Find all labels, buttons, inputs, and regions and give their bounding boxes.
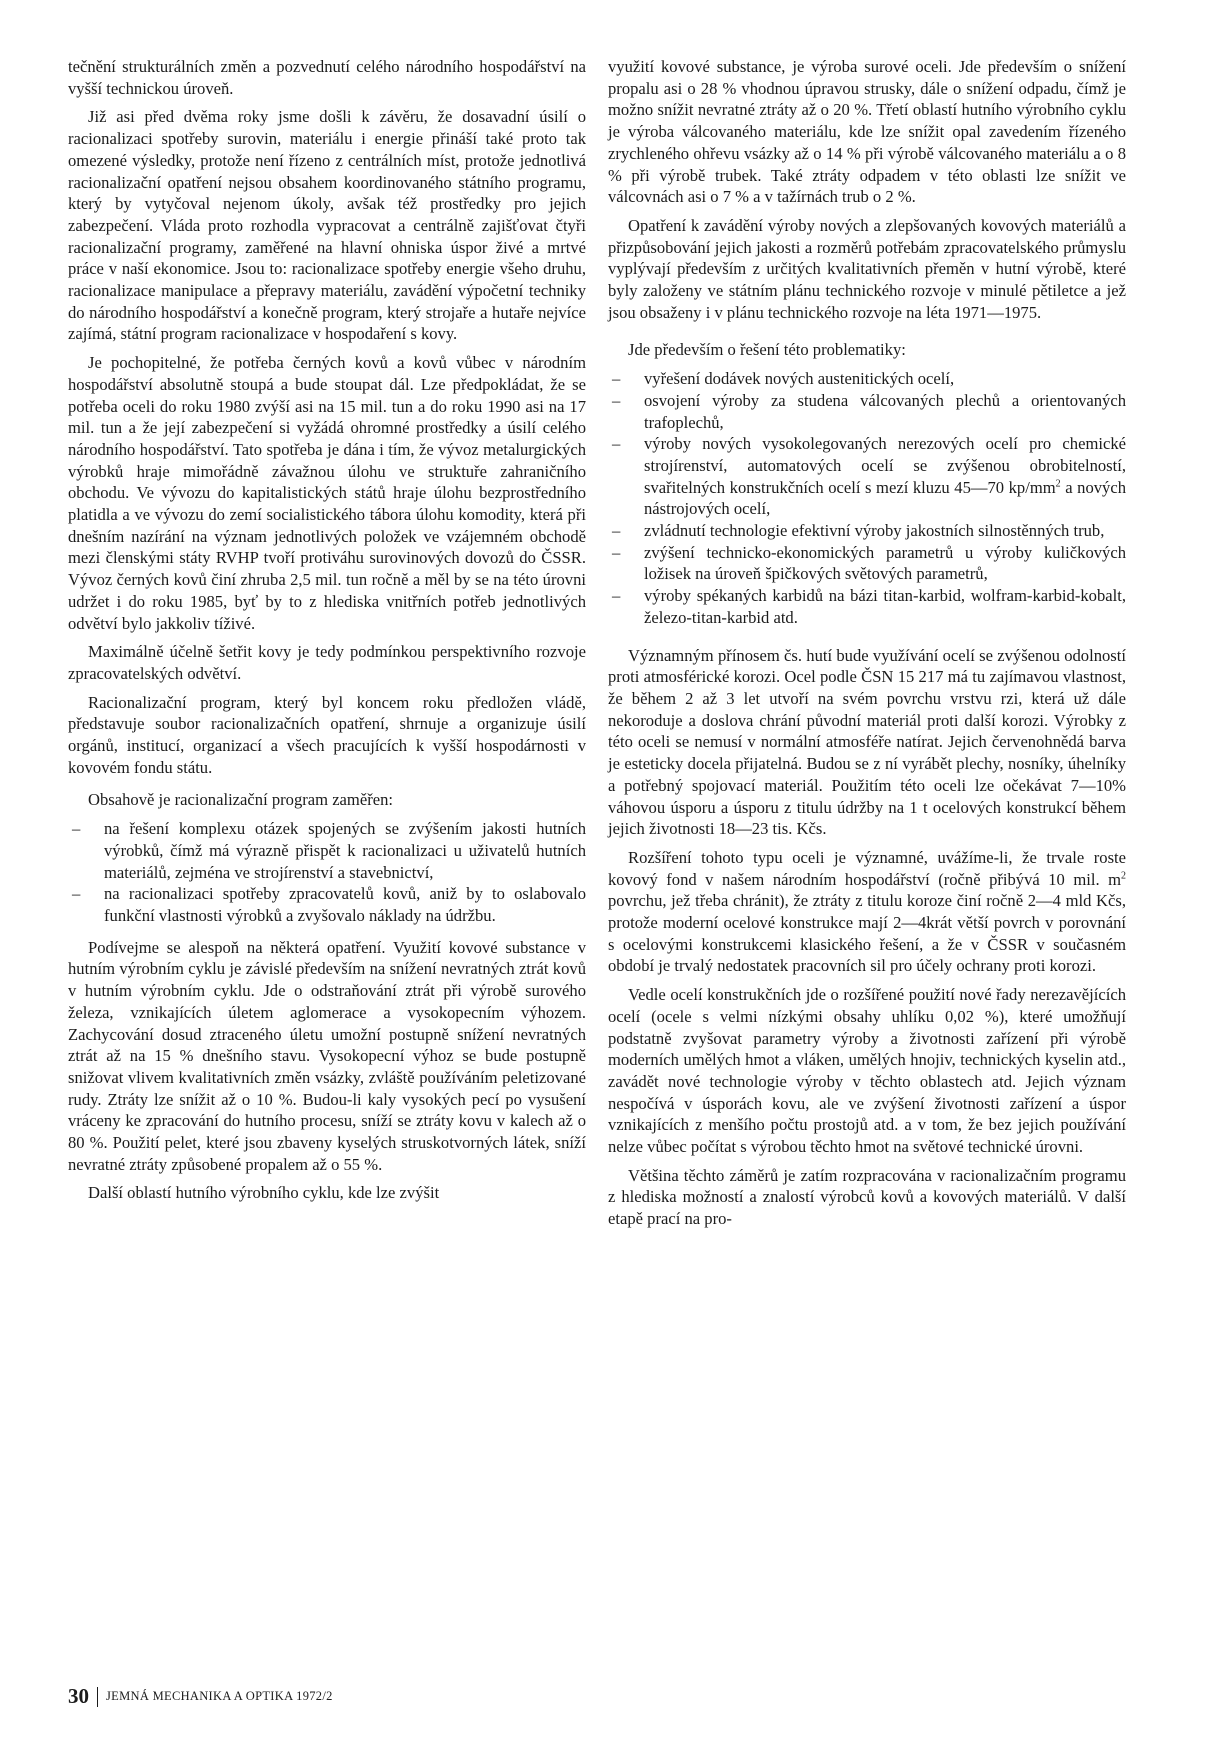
list-item: – zvýšení technicko-ekonomických parametrů u výroby kuličkových ložisek na úroveň špičkových světových parametrů, — [608, 542, 1126, 585]
page-footer — [68, 1684, 333, 1709]
page-number: 30 — [68, 1684, 89, 1708]
paragraph: Opatření k zavádění výroby nových a zlepšovaných kovových materiálů a přizpůsobování jejich jakosti a rozměrů potřebám zpracovatelského průmyslu vyplývají především z určitých kvalitativních přeměn v hutní výrobě, které byly založeny ve státním plánu technického rozvoje v minulé pětiletce a jež jsou obsaženy i v plánu technického rozvoje na léta 1971—1975. — [608, 215, 1126, 322]
paragraph: Již asi před dvěma roky jsme došli k závěru, že dosavadní úsilí o racionalizaci spotřeby surovin, materiálu i energie přináší také proto tak omezené výsledky, protože není řízeno z centrálních míst, protože jednotlivá racionalizační opatření nejsou obsahem koordinovaného státního programu, který by vytyčoval nejenom úkoly, avšak též prostředky pro jejich zabezpečení. Vláda proto rozhodla vypracovat a centrálně zajišťovat čtyři racionalizační programy, zaměřené na hlavní ohniska úspor živé a mrtvé práce v naší ekonomice. Jsou to: racionalizace spotřeby energie všeho druhu, racionalizace manipulace a přepravy materiálu, zavádění výpočetní techniky do národního hospodářství a konečně program, který strojaře a hutaře nejvíce zajímá, státní program racionalizace v hospodaření s kovy. — [68, 107, 586, 344]
dash-list — [68, 818, 586, 927]
dash-list — [608, 368, 1126, 628]
list-item: – výroby spékaných karbidů na bázi titan-karbid, wolfram-karbid-kobalt, železo-titan-karbid atd. — [608, 585, 1126, 628]
paragraph: tečnění strukturálních změn a pozvednutí celého národního hospodářství na vyšší technickou úroveň. — [68, 57, 586, 98]
paragraph — [608, 847, 1126, 977]
paragraph: Většina těchto záměrů je zatím rozpracována v racionalizačním programu z hlediska možností a znalostí výrobců kovů a kovových materiálů. V další etapě prací na pro- — [608, 1165, 1126, 1229]
list-item-text: výroby nových vysokolegovaných nerezových ocelí pro chemické strojírenství, automatových ocelí se zvýšenou obrobitelností, svařitelných konstrukčních ocelí s mezí kluzu 45—70 kp/mm — [644, 434, 1126, 497]
list-item: – na racionalizaci spotřeby zpracovatelů kovů, aniž by to oslabovalo funkční vlastnosti výrobků a zvyšovalo náklady na údržbu. — [68, 883, 586, 926]
footer-divider — [97, 1687, 98, 1707]
superscript: 2 — [1121, 870, 1126, 882]
list-item — [608, 433, 1126, 520]
list-item: – na řešení komplexu otázek spojených se zvýšením jakosti hutních výrobků, čímž má výrazně přispět k racionalizaci u uživatelů hutních materiálů, zejména ve strojírenství a stavebnictví, — [68, 818, 586, 883]
right-column — [608, 56, 1126, 1237]
list-item: – osvojení výroby za studena válcovaných plechů a orientovaných trafoplechů, — [608, 390, 1126, 433]
paragraph-text: povrchu, jež třeba chránit), že ztráty z titulu koroze činí ročně 2—4 mld Kčs, protože moderní ocelové konstrukce mají 2—4krát větší povrch v porovnání s ocelovými konstrukcemi klasického řešení, a že v ČSSR v současném období je trvalý nedostatek pracovních sil pro účely ochrany proti korozi. — [608, 891, 1126, 976]
journal-title: JEMNÁ MECHANIKA A OPTIKA 1972/2 — [106, 1689, 333, 1703]
paragraph: Obsahově je racionalizační program zaměřen: — [88, 789, 393, 809]
list-item: – zvládnutí technologie efektivní výroby jakostních silnostěnných trub, — [608, 520, 1126, 542]
paragraph: Významným přínosem čs. hutí bude využívání ocelí se zvýšenou odolností proti atmosférické korozi. Ocel podle ČSN 15 217 má tu zajímavou vlastnost, že během 2 až 3 let utvoří na svém povrchu vrstvu rzi, která už dále nekoroduje a doslova chrání původní materiál proti další korozi. Výrobky z této oceli se nemusí v normální atmosféře natírat. Jejich červenohnědá barva je esteticky docela přijatelná. Budou se z ní vyrábět plechy, nosníky, úhelníky a potřebný spojovací materiál. Použitím této oceli lze očekávat 7—10% váhovou úsporu a úsporu z titulu údržby na 1 t ocelových konstrukcí během jejich životnosti 18—23 tis. Kčs. — [608, 645, 1126, 839]
list-item-tail: a nových nástrojových ocelí, — [644, 477, 1126, 519]
superscript: 2 — [1055, 478, 1061, 490]
paragraph: Maximálně účelně šetřit kovy je tedy podmínkou perspektivního rozvoje zpracovatelských odvětví. — [68, 642, 586, 683]
paragraph: Vedle ocelí konstrukčních jde o rozšířené použití nové řady nerezavějících ocelí (ocele s velmi nízkými obsahy uhlíku 0,02 %), které umožňují podstatně zvyšovat parametry výroby a životnosti zařízení při výrobě moderních umělých hmot a vláken, umělých hnojiv, technických kyselin atd., zavádět nové technologie výroby v těchto oblastech atd. Jejich význam nespočívá v úsporách kovu, ale ve zvýšení životnosti zařízení a úspor vznikajících z menšího počtu prostojů atd. a v tom, že bez jejich používání nelze vůbec počítat s výrobou těchto hmot na světové technické úrovni. — [608, 985, 1126, 1157]
paragraph: Racionalizační program, který byl koncem roku předložen vládě, představuje soubor racionalizačních opatření, shrnuje a organizuje úsilí orgánů, institucí, organizací a všech pracujících k vyšší hospodárnosti v kovovém fondu státu. — [68, 692, 586, 777]
list-item: – vyřešení dodávek nových austenitických ocelí, — [608, 368, 1126, 390]
left-column — [68, 56, 586, 1211]
paragraph: využití kovové substance, je výroba surové oceli. Jde především o snížení propalu asi o 28 % vhodnou úpravou strusky, dále o snížení odpadu, čímž je možno snížit nevratné ztráty až o 20 %. Třetí oblastí hutního výrobního cyklu je výroba válcovaného materiálu, kde lze snížit opal zavedením řízeného zrychleného ohřevu vsázky až o 14 % při výrobě válcovaného materiálu a o 8 % při výrobě trubek. Také ztráty odpadem v této oblasti lze snížit ve válcovnách asi o 7 % a v tažírnách trub o 2 %. — [608, 57, 1126, 207]
paragraph: Je pochopitelné, že potřeba černých kovů a kovů vůbec v národním hospodářství absolutně stoupá a bude stoupat dál. Lze předpokládat, že se potřeba oceli do roku 1980 zvýší asi na 15 mil. tun a do roku 1990 asi na 17 mil. tun a že její zabezpečení si vyžádá ohromné prostředky a úsilí celého národního hospodářství. Tato spotřeba je dána i tím, že vývoz metalurgických výrobků hraje mimořádně závažnou úlohu ve struktuře zahraničního obchodu. Ve vývozu do kapitalistických států hraje úlohu bezprostředního platidla a ve vývozu do zemí socialistického tábora úlohu komodity, která při dnešním nazírání na význam jednotlivých položek ve vzájemném obchodě mezi členskými státy RVHP tvoří protiváhu surovinových dovozů do ČSSR. Vývoz černých kovů činí zhruba 2,5 mil. tun ročně a měl by se na této úrovni udržet i do roku 1985, byť by to z hlediska vnitřních potřeb jednotlivých odvětví bylo jakkoliv tíživé. — [68, 353, 586, 633]
paragraph: Podívejme se alespoň na některá opatření. Využití kovové substance v hutním výrobním cyklu je závislé především na snížení nevratných ztrát kovů v hutním výrobním cyklu. Jde o odstraňování ztrát při výrobě surového železa, vznikajících úletem aglomerace a vysokopecním výhozem. Zachycování dosud ztraceného úletu umožní postupně snížení nevratných ztrát až na 15 % dnešního stavu. Vysokopecní výhoz se bude postupně snižovat vlivem kvalitativních změn vsázky, zvláště používáním peletizované rudy. Ztráty lze snížit až o 10 %. Budou-li kaly vysokých pecí po vysušení vráceny ke zpracování do hutního procesu, sníží se ztráty kovu v kalech až o 80 %. Použití pelet, které jsou zbaveny kyselých struskotvorných látek, sníží nevratné ztráty způsobené propalem až o 55 %. — [68, 937, 586, 1174]
paragraph-text: Rozšíření tohoto typu oceli je významné, uvážíme-li, že trvale roste kovový fond v našem národním hospodářství (ročně přibývá 10 mil. m — [608, 847, 1126, 889]
paragraph: Další oblastí hutního výrobního cyklu, kde lze zvýšit — [88, 1183, 440, 1203]
paragraph: Jde především o řešení této problematiky: — [628, 340, 906, 360]
